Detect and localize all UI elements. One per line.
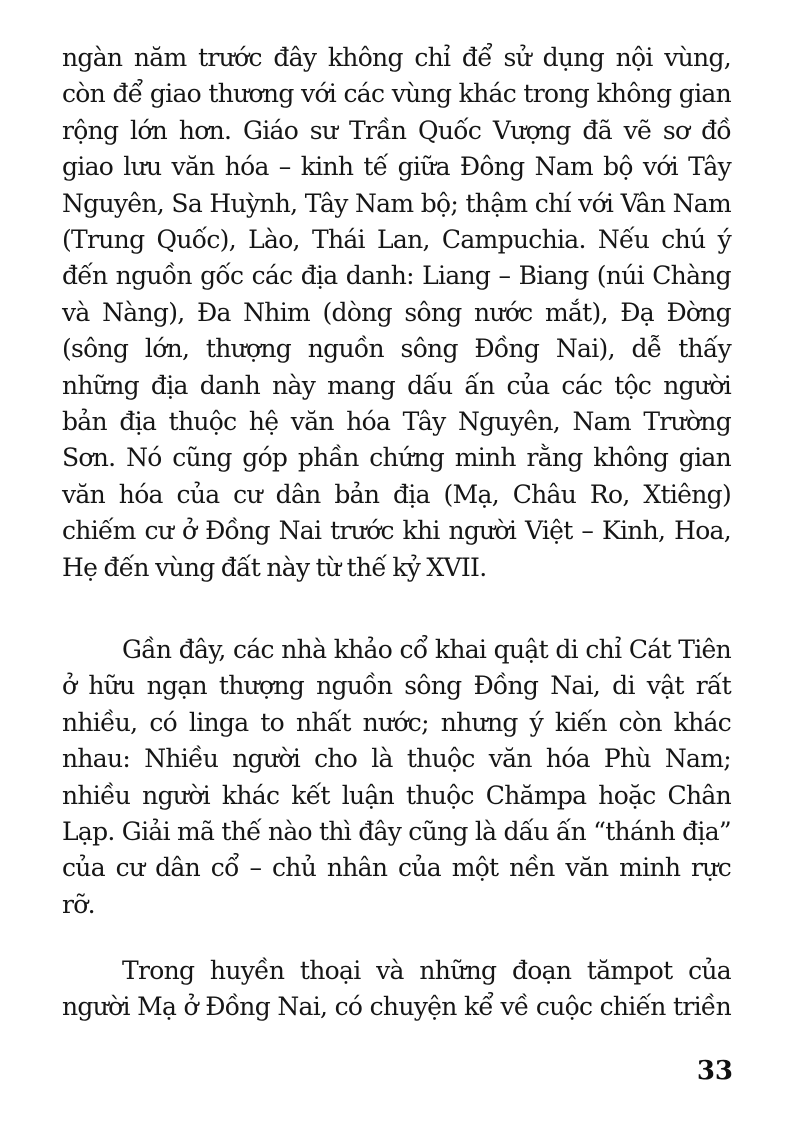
page-number: 33 [696, 1056, 733, 1086]
text-line: giao lưu văn hóa – kinh tế giữa Đông Nam bộ với Tây [62, 152, 731, 182]
text-line: còn để giao thương với các vùng khác trong không gian [62, 79, 731, 109]
paragraph-1 [62, 40, 731, 586]
text-line: (Trung Quốc), Lào, Thái Lan, Campuchia. Nếu chú ý [62, 225, 731, 255]
text-line: rộng lớn hơn. Giáo sư Trần Quốc Vượng đã vẽ sơ đồ [62, 115, 731, 145]
paragraph-2 [62, 632, 731, 923]
text-line: Sơn. Nó cũng góp phần chứng minh rằng không gian [62, 443, 731, 473]
text-line: rỡ. [62, 889, 95, 919]
text-line: và Nàng), Đa Nhim (dòng sông nước mắt), Đạ Đờng [62, 297, 731, 327]
text-line: nhiều, có linga to nhất nước; nhưng ý kiến còn khác [62, 707, 731, 737]
text-line: người Mạ ở Đồng Nai, có chuyện kể về cuộc chiến triền [62, 992, 731, 1022]
paragraph-3 [62, 953, 731, 1026]
text-line: nhiều người khác kết luận thuộc Chămpa hoặc Chân [62, 780, 731, 810]
text-line: của cư dân cổ – chủ nhân của một nền văn minh rực [62, 853, 731, 883]
text-line: đến nguồn gốc các địa danh: Liang – Biang (núi Chàng [62, 261, 731, 291]
text-line: văn hóa của cư dân bản địa (Mạ, Châu Ro, Xtiêng) [62, 479, 731, 509]
text-line: chiếm cư ở Đồng Nai trước khi người Việt – Kinh, Hoa, [62, 516, 731, 546]
text-line: những địa danh này mang dấu ấn của các tộc người [62, 370, 731, 400]
text-line: Nguyên, Sa Huỳnh, Tây Nam bộ; thậm chí với Vân Nam [62, 188, 731, 218]
text-line: ở hữu ngạn thượng nguồn sông Đồng Nai, di vật rất [62, 671, 731, 701]
text-line: (sông lớn, thượng nguồn sông Đồng Nai), dễ thấy [62, 334, 731, 364]
text-line: Trong huyền thoại và những đoạn tămpot của [122, 956, 731, 985]
text-line: Hẹ đến vùng đất này từ thế kỷ XVII. [62, 552, 487, 582]
text-line: ngàn năm trước đây không chỉ để sử dụng nội vùng, [62, 43, 731, 72]
text-line: Lạp. Giải mã thế nào thì đây cũng là dấu ấn “thánh địa” [62, 817, 731, 847]
text-line: nhau: Nhiều người cho là thuộc văn hóa Phù Nam; [62, 744, 731, 774]
text-line: bản địa thuộc hệ văn hóa Tây Nguyên, Nam Trường [62, 407, 731, 437]
text-line: Gần đây, các nhà khảo cổ khai quật di chỉ Cát Tiên [122, 635, 731, 664]
